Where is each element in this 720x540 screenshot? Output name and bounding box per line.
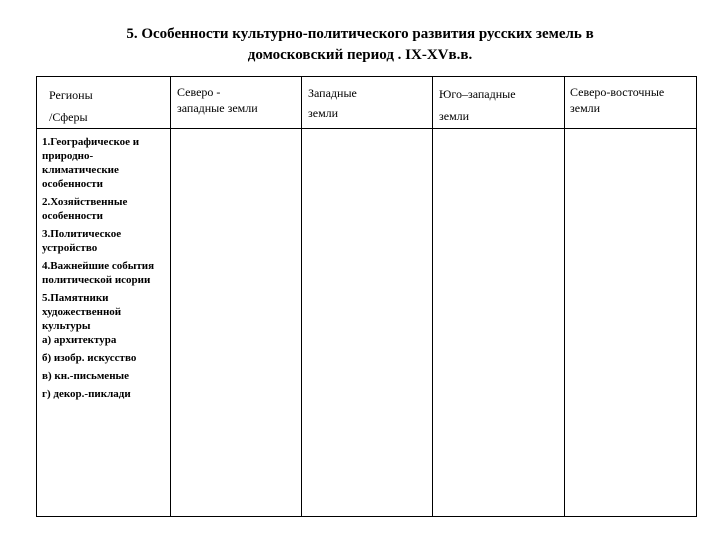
header-northwest [171, 77, 302, 129]
sphere-geography: 1.Географическое и природно-климатические особенности [42, 136, 140, 190]
body-row [37, 129, 697, 517]
sphere-fine-art: б) изобр. искусство [42, 352, 137, 364]
header-west [302, 77, 433, 129]
header-northwest-line1: Северо - [177, 85, 221, 99]
header-west-line2: земли [308, 106, 339, 120]
sphere-books: в) кн.-письменые [42, 370, 130, 382]
sphere-events: 4.Важнейшие события политической исории [42, 260, 155, 286]
title-line-2: домосковский период . IX-XVв.в. [247, 47, 473, 63]
header-southwest [433, 77, 565, 129]
header-northeast-line1: Северо-восточные [570, 85, 665, 99]
header-spheres-label: /Сферы [49, 110, 88, 124]
header-regions-label: Регионы [49, 88, 93, 102]
spheres-cell [37, 129, 171, 517]
cell-west-empty[interactable] [302, 129, 433, 517]
cell-southwest-empty[interactable] [433, 129, 565, 517]
header-southwest-line2: земли [439, 109, 470, 123]
header-northeast [565, 77, 697, 129]
header-northwest-line2: западные земли [177, 101, 258, 115]
cell-northwest-empty[interactable] [171, 129, 302, 517]
sphere-culture: 5.Памятники художественной культуры [42, 292, 122, 332]
page-title [40, 24, 680, 66]
header-southwest-line1: Юго–западные [439, 87, 516, 101]
sphere-economy: 2.Хозяйственные особенности [42, 196, 128, 222]
sphere-architecture: а) архитектура [42, 334, 117, 346]
header-northeast-line2: земли [570, 101, 601, 115]
header-row [37, 77, 697, 129]
regions-table [36, 76, 697, 517]
title-line-1: 5. Особенности культурно-политического развития русских земель в [126, 26, 594, 42]
sphere-decorative: г) декор.-пиклади [42, 388, 131, 400]
sphere-politics: 3.Политическое устройство [42, 228, 122, 254]
header-regions-spheres [37, 77, 171, 129]
header-west-line1: Западные [308, 86, 357, 100]
cell-northeast-empty[interactable] [565, 129, 697, 517]
